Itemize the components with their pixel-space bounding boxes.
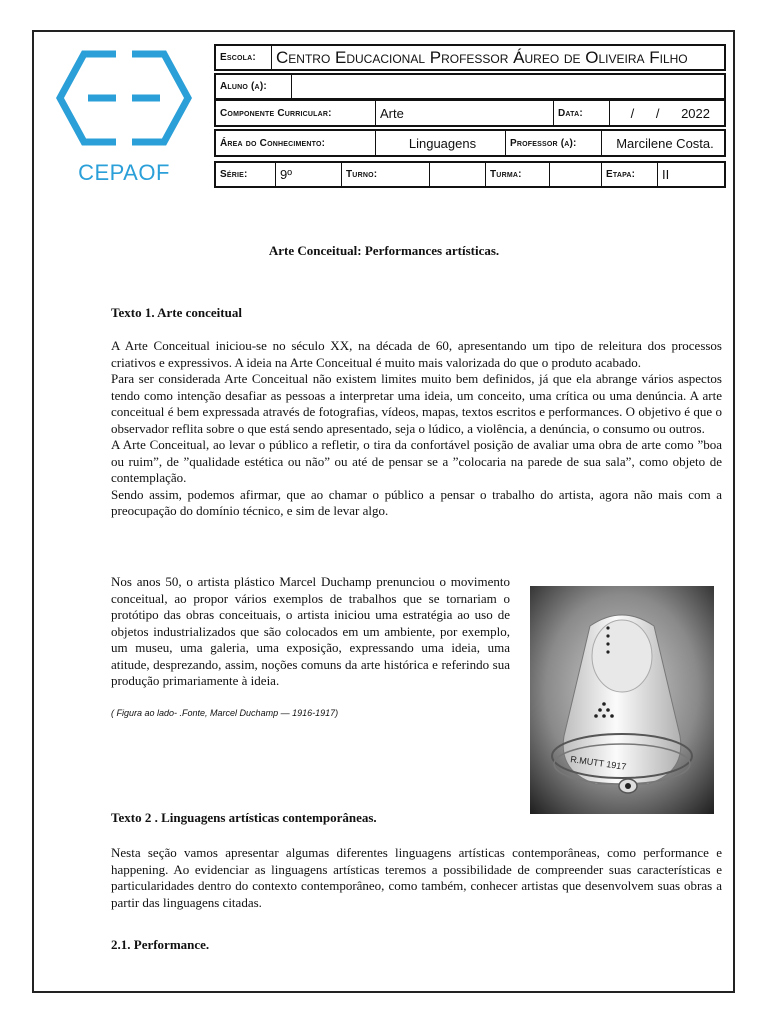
shift-label: Turno: <box>346 169 378 180</box>
teacher-value: Marcilene Costa. <box>616 135 714 151</box>
stage-value: II <box>662 167 670 182</box>
text1-paragraph: Para ser considerada Arte Conceitual não existem limites muito bem definidos, já que ela abrange vários aspectos tendo como intenção desafiar as pessoas a interpretar uma ideia, um conceito, uma crítica ou uma denúncia. A arte conceitual é bem expressada através de fotografias, vídeos, mapas, textos escritos e performances. O objetivo é que o observador reflita sobre o que está sendo apresentado, seja o lúdico, a violência, a denúncia, o consumo ou outros. <box>111 371 722 436</box>
area-value-cell <box>376 131 506 155</box>
school-label: Escola: <box>220 52 256 63</box>
logo-text: CEPAOF <box>78 160 170 185</box>
figure-caption: ( Figura ao lado- .Fonte, Marcel Duchamp — 1916-1917) <box>111 708 339 718</box>
school-label-cell <box>216 46 272 69</box>
fountain-photo <box>530 586 714 814</box>
grade-label-cell <box>216 163 276 186</box>
text1-heading: Texto 1. Arte conceitual <box>111 305 242 320</box>
grade-label: Série: <box>220 169 248 180</box>
document-title: Arte Conceitual: Performances artísticas. <box>268 243 500 258</box>
subject-value: Arte <box>380 105 404 121</box>
grade-value: 9º <box>280 167 292 182</box>
duchamp-paragraph <box>111 574 510 690</box>
student-label-cell <box>216 75 292 98</box>
teacher-value-cell <box>602 131 724 155</box>
class-field[interactable] <box>550 163 602 186</box>
area-label-cell <box>216 131 376 155</box>
area-label: Área do Conhecimento: <box>220 137 326 149</box>
header-row-student <box>214 73 726 100</box>
shift-label-cell <box>342 163 430 186</box>
student-field[interactable] <box>292 75 724 98</box>
duchamp-text: Nos anos 50, o artista plástico Marcel Duchamp prenunciou o movimento conceitual, ao propor vários exemplos de trabalhos que se tornariam o protótipo das obras conceituais, o artista iniciou uma estratégia ao uso de objetos industrializados que são colocados em um ambiente, por exemplo, um museu, uma galeria, uma exposição, expressando uma ideia, uma atitude, desprezando, assim, noções comuns da arte histórica e referindo sua produção primariamente à ideia. <box>111 574 510 688</box>
class-label: Turma: <box>490 169 522 180</box>
text1-paragraph: A Arte Conceitual iniciou-se no século XX, na década de 60, apresentando um tipo de releitura dos processos criativos e expressivos. A ideia na Arte Conceitual é muito mais valorizada do que o produto acabado. <box>111 338 722 370</box>
header-row-area <box>214 129 726 157</box>
header-row-subject <box>214 99 726 127</box>
text2-heading: Texto 2 . Linguagens artísticas contemporâneas. <box>111 810 377 825</box>
subject-label: Componente Curricular: <box>220 107 332 119</box>
stage-value-cell <box>658 163 724 186</box>
date-label: Data: <box>558 107 583 119</box>
stage-label: Etapa: <box>606 169 636 180</box>
header-row-school <box>214 44 726 71</box>
area-value: Linguagens <box>408 135 477 151</box>
text1-body <box>111 338 722 520</box>
school-value-cell <box>272 46 724 69</box>
subject-value-cell <box>376 101 554 125</box>
date-label-cell <box>554 101 610 125</box>
text2-paragraph: Nesta seção vamos apresentar algumas diferentes linguagens artísticas contemporâneas, como performance e happening. Ao evidenciar as linguagens artísticas teremos a possibilidade de compreender suas características e particularidades dentro do contexto contemporâneo, como também, conhecer artistas que desenvolvem suas obras a partir das linguagens citadas. <box>111 845 722 910</box>
school-name: Centro Educacional Professor Áureo de Oliveira Filho <box>276 47 688 67</box>
teacher-label: Professor (a): <box>510 137 577 149</box>
fountain-inscription: R.MUTT 1917 <box>569 754 627 772</box>
section-heading: 2.1. Performance. <box>111 937 210 952</box>
date-field[interactable] <box>610 101 724 125</box>
grade-value-cell <box>276 163 342 186</box>
text1-paragraph: Sendo assim, podemos afirmar, que ao chamar o público a pensar o trabalho do artista, agora não mais com a preocupação do domínio técnico, e sim de levar algo. <box>111 486 722 518</box>
date-value: / / 2022 <box>630 105 710 121</box>
teacher-label-cell <box>506 131 602 155</box>
shift-field[interactable] <box>430 163 486 186</box>
student-label: Aluno (a): <box>220 81 267 92</box>
header-row-grade <box>214 161 726 188</box>
text1-paragraph: A Arte Conceitual, ao levar o público a refletir, o tira da confortável posição de avaliar uma obra de arte como ”boa ou ruim”, de ”qualidade estética ou não” ou até de pensar se a ”colocaria na parede de sua sala”, como objeto de contemplação. <box>111 437 722 485</box>
text2-body <box>111 845 722 911</box>
subject-label-cell <box>216 101 376 125</box>
class-label-cell <box>486 163 550 186</box>
stage-label-cell <box>602 163 658 186</box>
